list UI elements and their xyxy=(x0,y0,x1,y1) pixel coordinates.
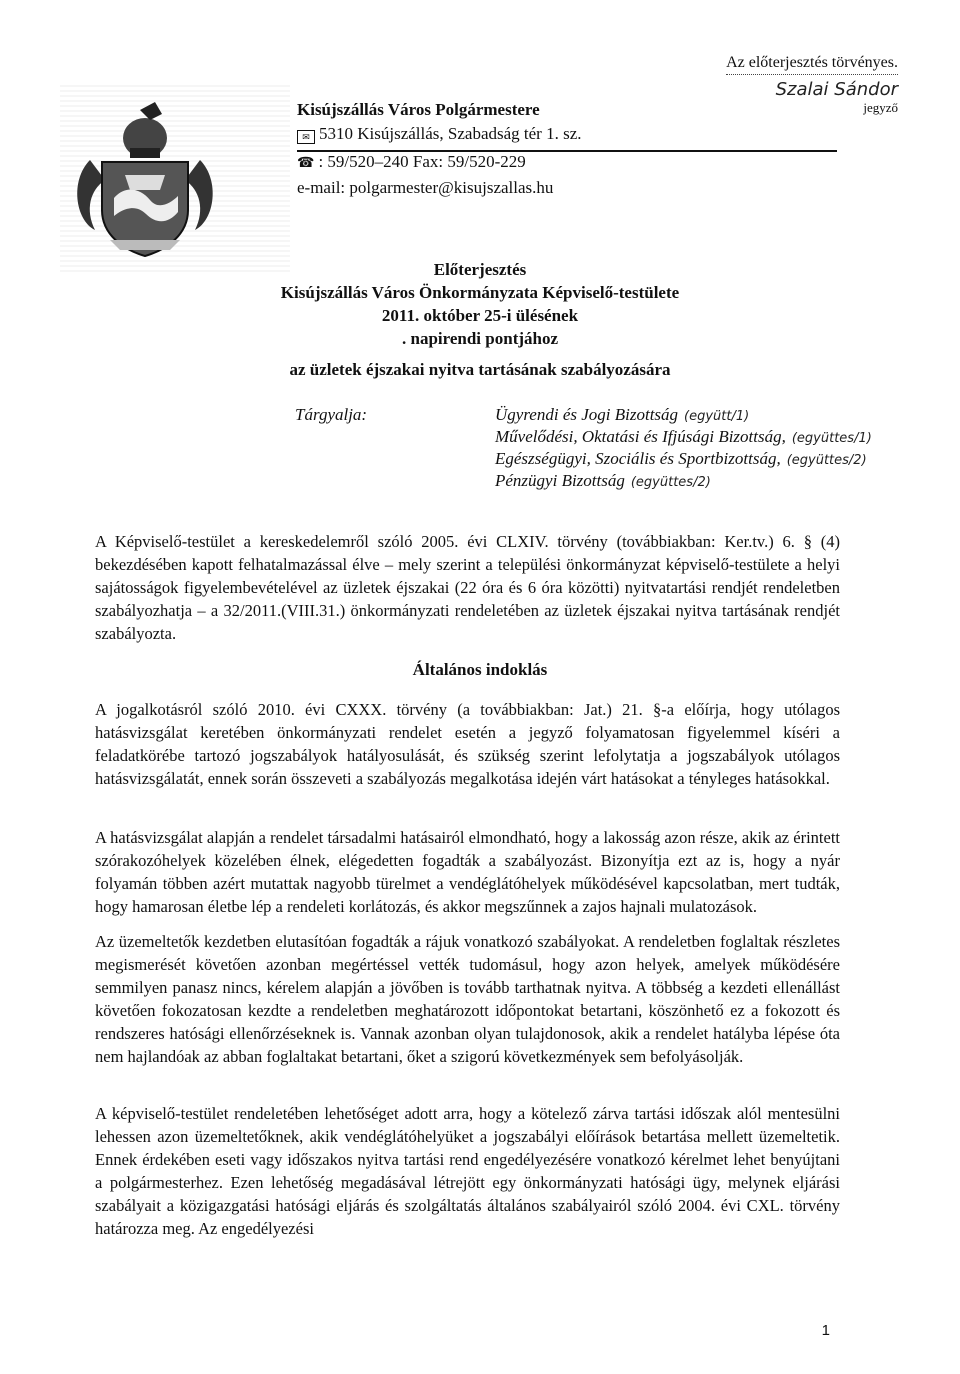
paragraph-1: A jogalkotásról szóló 2010. évi CXXX. törvény (a továbbiakban: Jat.) 21. §-a előírja, hogy utólagos hatásvizsgálat keretében önkormányzati rendelet esetén a jegyző folyamatosan figyelemmel kíséri a feladatkörébe tartozó jogszabályok hatályosulását, és szükség szerint lefolytatja a jogszabályok utólagos hatásvizsgálatát, ennek során összeveti a szabályozás megalkotása idején várt hatásokat a tényleges hatásokkal. xyxy=(95,700,840,788)
title-line-3: 2011. október 25-i ülésének xyxy=(381,306,579,325)
letterhead-rule xyxy=(297,150,837,152)
phone-text: : 59/520–240 Fax: 59/520-229 xyxy=(318,152,526,171)
legality-statement: Az előterjesztés törvényes. xyxy=(726,54,898,75)
document-subject: az üzletek éjszakai nyitva tartásának szabályozására xyxy=(289,360,671,379)
handwritten-note: (együttes/2) xyxy=(786,453,867,468)
address-text: 5310 Kisújszállás, Szabadság tér 1. sz. xyxy=(319,124,582,143)
title-line-4: . napirendi pontjához xyxy=(401,329,559,348)
paragraph-3: Az üzemeltetők kezdetben elutasítóan fogadták a rájuk vonatkozó szabályokat. A rendeletben foglaltak részletes megismerését követően azonban megértéssel vették tudomásul, hogy azon helyek, amelyek működésére semmilyen panasz nincs, kérelem alapján a jövőben is tovább tarthatnak nyitva. A többség a kezdeti ellenállást követően fokozatosan kezdte a rendeletben meghatározott időpontokat betartani, köszönhető ez a fokozott és rendszeres hatósági ellenőrzéseknek is. Vannak azonban olyan tulajdonosok, akik a rendelet hatályba lépése óta nem hajlandóak az abban foglaltakat betartani, őket a szigorú következmények sem befolyásolják. xyxy=(95,932,840,1066)
address-line xyxy=(297,122,582,146)
signer-role: jegyző xyxy=(863,100,898,115)
committee-item: Művelődési, Oktatási és Ifjúsági Bizottság, (együttes/1) xyxy=(495,427,872,446)
handwritten-note: (együtt/1) xyxy=(684,409,750,424)
handwritten-signature: Szalai Sándor xyxy=(775,79,898,100)
crest-icon xyxy=(70,100,220,260)
document-title xyxy=(0,258,960,350)
handwritten-note: (együttes/1) xyxy=(791,431,872,446)
office-name: Kisújszállás Város Polgármestere xyxy=(297,100,540,119)
title-line-1: Előterjesztés xyxy=(433,260,527,279)
handwritten-note: (együttes/2) xyxy=(630,475,711,490)
email-line: e-mail: polgarmester@kisujszallas.hu xyxy=(297,178,554,197)
intro-paragraph: A Képviselő-testület a kereskedelemről szóló 2005. évi CLXIV. törvény (továbbiakban: Ker.tv.) 6. § (4) bekezdésében kapott felhatalmazással élve – mely szerint a települési önkormányzat képviselő-testülete a helyi sajátosságok figyelembevételével az üzletek éjszakai (22 óra és 6 óra közötti) nyitvatartási rendjét rendeletben szabályozhatja – a 32/2011.(VIII.31.) önkormányzati rendeletében az üzletek éjszakai nyitva tartásának rendjét szabályozta. xyxy=(95,532,840,643)
paragraph-4: A képviselő-testület rendeletében lehetőséget adott arra, hogy a kötelező zárva tartási időszak alól mentesülni lehessen azon üzemeltetőknek, akik vendéglátóhelyüket a jogszabályi előírások betartása mellett üzemeltetik. Ennek érdekében eseti vagy időszakos nyitva tartási rend engedélyezésére vonatkozó kérelmet lehet benyújtani a polgármesterhez. Ezen lehetőség megadásával létrejött egy önkormányzati hatósági ügy, melynek eljárási szabályait a közigazgatási hatósági eljárás és szolgáltatás általános szabályairól szóló 2004. évi CXL. törvény határozza meg. Az engedélyezési xyxy=(95,1104,840,1238)
legality-note xyxy=(726,54,898,116)
section-heading: Általános indoklás xyxy=(412,660,548,679)
committee-item: Egészségügyi, Szociális és Sportbizottság, (együttes/2) xyxy=(495,449,867,468)
title-line-2: Kisújszállás Város Önkormányzata Képviselő-testülete xyxy=(280,283,680,302)
committee-label: Tárgyalja: xyxy=(295,405,368,424)
committee-item: Ügyrendi és Jogi Bizottság (együtt/1) xyxy=(495,405,750,424)
committee-list xyxy=(495,405,872,493)
mail-icon: ✉ xyxy=(297,130,315,144)
letterhead xyxy=(297,98,582,200)
phone-icon: ☎ xyxy=(297,156,315,171)
phone-line xyxy=(297,150,582,176)
page-number: 1 xyxy=(821,1322,830,1339)
paragraph-2: A hatásvizsgálat alapján a rendelet társadalmi hatásairól elmondható, hogy a lakosság azon része, akik az érintett szórakozóhelyek közelében élnek, elégedetten fogadták a szabályozást. Bizonyítja ezt az is, hogy a nyár folyamán többen azért mutattak nagyobb türelmet a vendéglátóhelyek működésével kapcsolatban, mert tudták, hogy hamarosan életbe lép a rendeleti korlátozás, és akkor megszűnnek a zajos hajnali mulatozások. xyxy=(95,828,840,916)
committee-item: Pénzügyi Bizottság (együttes/2) xyxy=(495,471,711,490)
